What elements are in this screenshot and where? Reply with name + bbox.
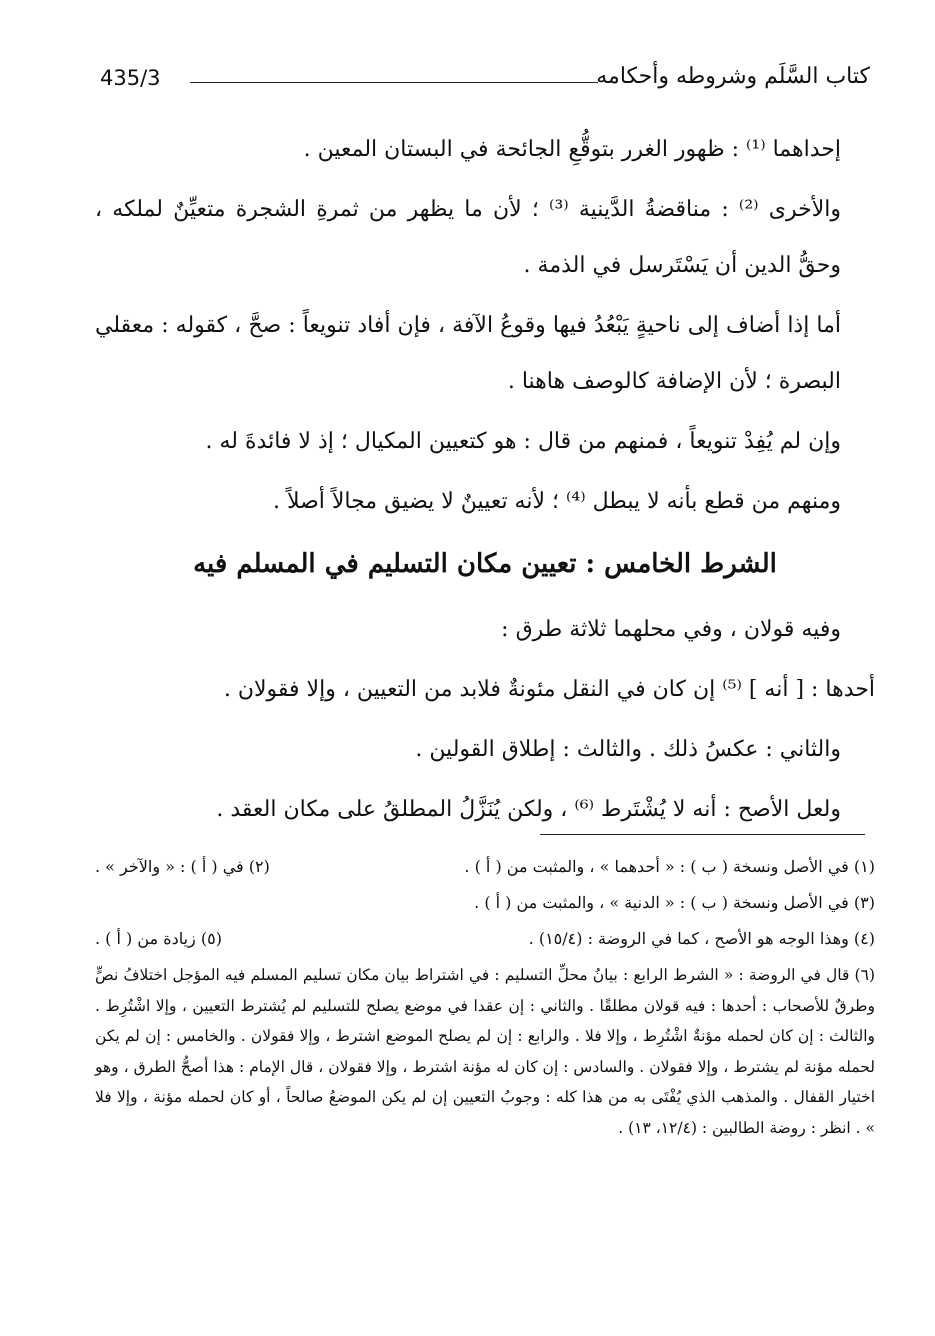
footnote-4: (٤) وهذا الوجه هو الأصح ، كما في الروضة : (١٥/٤) . [528,929,875,948]
paragraph-5: ومنهم من قطع بأنه لا يبطل ⁽⁴⁾ ؛ لأنه تعيينٌ لا يضيق مجالاً أصلاً . [272,489,841,514]
paragraph-8: والثاني : عكسُ ذلك . والثالث : إطلاق القولين . [415,737,841,762]
footnote-3: (٣) في الأصل ونسخة ( ب ) : « الدنية » ، والمثبت من ( أ ) . [474,893,875,912]
footnote-6: (٦) قال في الروضة : « الشرط الرابع : بيانُ محلِّ التسليم : في اشتراط بيان مكان تسليم المسلم فيه المؤجل اختلافُ نصٍّ وطرقٌ للأصحاب : أحدها : فيه قولان مطلقًا . والثاني : إن عقدا في موضع يصلح للتسليم لم يُشترط التعيين ، وإلا اشْتُرِط . والثالث : إن كان لحمله مؤنةٌ اشْتُرِط ، وإلا فلا . والرابع : إن لم يصلح الموضع اشترط ، وإلا فقولان . والخامس : إن لم يكن لحمله مؤنة لم يشترط ، وإلا فقولان . والسادس : إن كان له مؤنة اشترط ، وإلا فقولان ، قال الإمام : هذا أصحُّ الطرق ، وهو اختيار القفال . والمذهب الذي يُفْتَى به من هذا كله : وجوبُ التعيين إن لم يكن الموضعُ صالحاً ، أو كان لحمله مؤنة ، وإلا فلا » . انظر : روضة الطالبين : (١٢/٤، ١٣) . [95,966,875,1137]
page-header [100,60,870,100]
paragraph-3: أما إذا أضاف إلى ناحيةٍ يَبْعُدُ فيها وقوعُ الآفة ، فإن أفاد تنويعاً : صحَّ ، كقوله : معقلي البصرة ؛ لأن الإضافة كالوصف هاهنا . [95,313,841,394]
footnote-2: (٢) في ( أ ) : « والآخر » . [95,857,270,876]
footnote-row-2 [95,924,875,954]
paragraph-6: وفيه قولان ، وفي محلهما ثلاثة طرق : [501,617,841,642]
footnote-separator [540,834,865,835]
main-text [95,122,875,842]
paragraph-9: ولعل الأصح : أنه لا يُشْتَرط ⁽⁶⁾ ، ولكن يُنَزَّلُ المطلقُ على مكان العقد . [216,797,841,822]
section-title: الشرط الخامس : تعيين مكان التسليم في المسلم فيه [193,549,777,579]
header-rule [190,82,598,83]
footnote-1: (١) في الأصل ونسخة ( ب ) : « أحدهما » ، والمثبت من ( أ ) . [464,857,875,876]
paragraph-7: أحدها : [ أنه ] ⁽⁵⁾ إن كان في النقل مئونةٌ فلابد من التعيين ، وإلا فقولان . [223,677,875,702]
paragraph-4: وإن لم يُفِدْ تنويعاً ، فمنهم من قال : هو كتعيين المكيال ؛ إذ لا فائدةَ له . [205,429,841,454]
paragraph-2: والأخرى ⁽²⁾ : مناقضةُ الدَّينية ⁽³⁾ ؛ لأن ما يظهر من ثمرةِ الشجرة متعيِّنٌ لملكه ، وحقُّ الدين أن يَسْتَرسل في الذمة . [95,197,842,278]
paragraph-1: إحداهما ⁽¹⁾ : ظهور الغرر بتوقُّعِ الجائحة في البستان المعين . [303,137,841,162]
footnote-5: (٥) زيادة من ( أ ) . [95,929,222,948]
footnotes [95,852,875,1149]
footnote-row-1 [95,852,875,882]
running-title: كتاب السَّلَم وشروطه وأحكامه [596,64,870,89]
page-number: 435/3 [100,66,161,90]
